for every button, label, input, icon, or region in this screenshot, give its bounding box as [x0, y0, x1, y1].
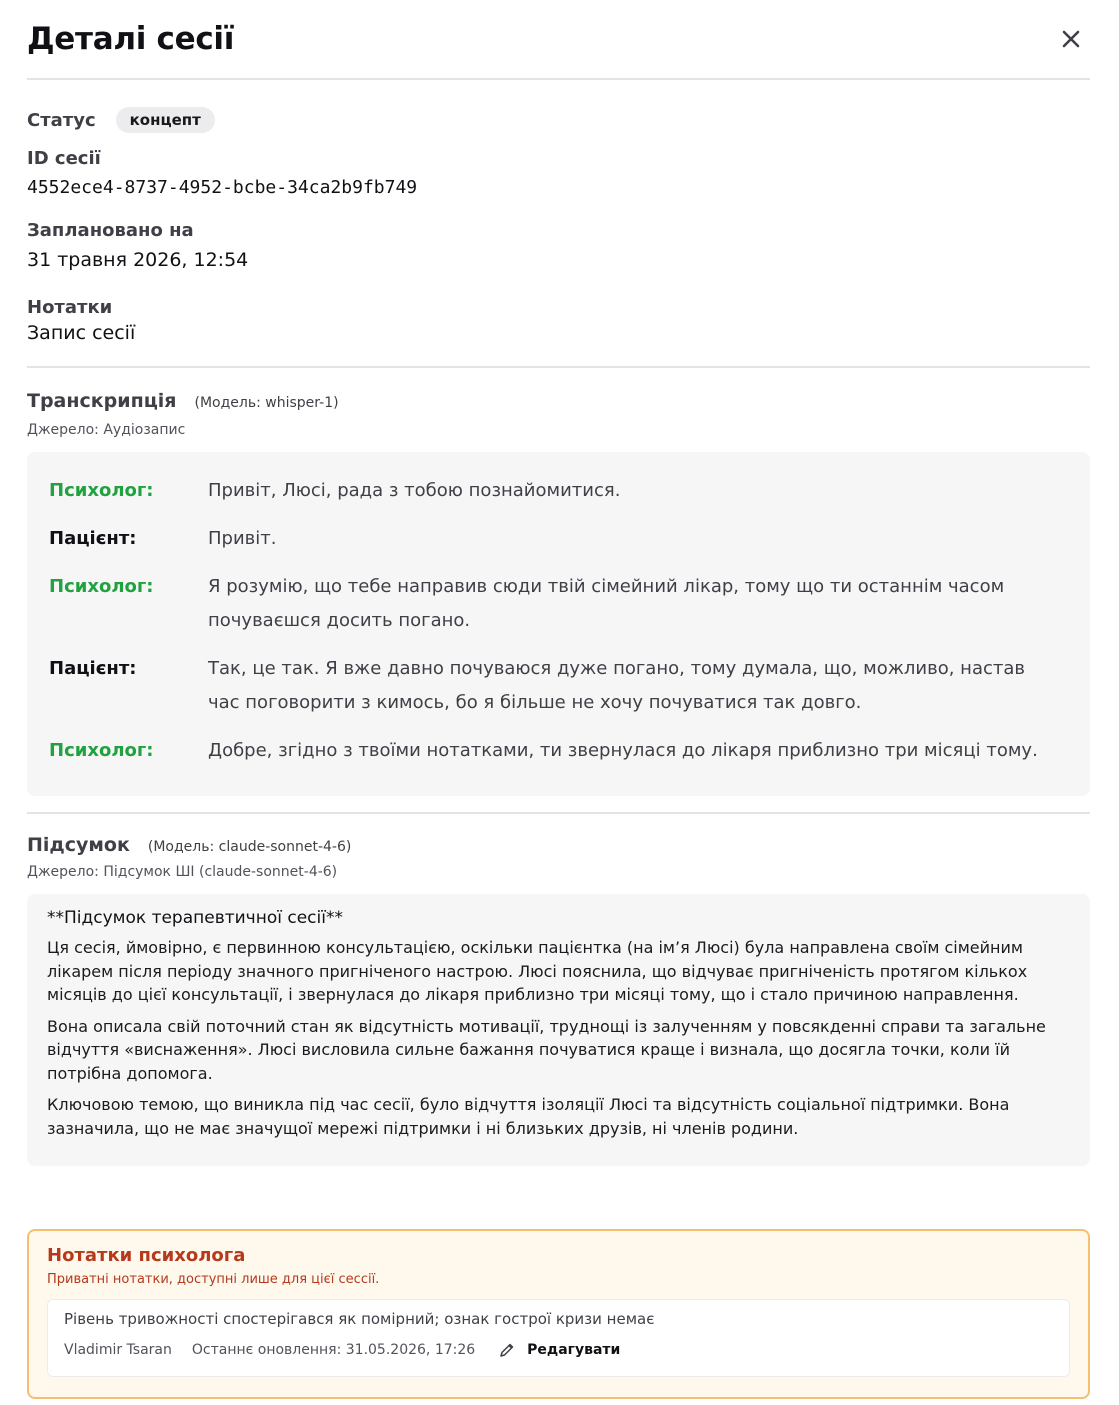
session-details	[27, 80, 1090, 344]
status-row	[27, 106, 1090, 134]
transcript-box	[27, 452, 1090, 796]
speaker-label: Психолог:	[49, 480, 154, 501]
note-updated: Останнє оновлення: 31.05.2026, 17:26	[191, 1342, 476, 1358]
session-id-label: ID сесії	[27, 148, 101, 169]
summary-model: (Модель: claude-sonnet-4-6)	[147, 839, 352, 855]
panel-header	[27, 0, 1090, 80]
divider	[27, 366, 1090, 368]
divider	[27, 812, 1090, 814]
transcript-line	[49, 570, 1068, 638]
edit-note-button[interactable]	[499, 1342, 620, 1358]
utterance-text: Привіт.	[208, 528, 277, 549]
session-id-field	[27, 148, 1090, 198]
note-entry	[47, 1299, 1070, 1377]
psychologist-notes-card	[27, 1229, 1090, 1399]
summary-source: Джерело: Підсумок ШІ (claude-sonnet-4-6)	[27, 864, 338, 880]
scheduled-value: 31 травня 2026, 12:54	[27, 249, 249, 271]
scheduled-field	[27, 220, 1090, 271]
utterance-text: Привіт, Люсі, рада з тобою познайомитися.	[208, 480, 621, 501]
utterance-text: Добре, згідно з твоїми нотатками, ти звернулася до лікаря приблизно три місяці тому.	[208, 740, 1038, 761]
pencil-icon	[499, 1342, 515, 1358]
transcript-line	[49, 734, 1068, 768]
transcript-section	[27, 390, 1090, 796]
transcript-source: Джерело: Аудіозапис	[27, 422, 186, 438]
status-badge: концепт	[116, 107, 215, 133]
speaker-label: Пацієнт:	[49, 658, 137, 679]
close-button[interactable]	[1055, 23, 1087, 55]
note-text: Рівень тривожності спостерігався як помірний; ознак гострої кризи немає	[64, 1310, 655, 1328]
summary-heading: **Підсумок терапевтичної сесії**	[47, 908, 343, 928]
utterance-text: Так, це так. Я вже давно почуваюся дуже погано, тому думала, що, можливо, настав час поговорити з кимось, бо я більше не хочу почуватися так довго.	[208, 658, 1026, 713]
speaker-label: Психолог:	[49, 740, 154, 761]
transcript-model: (Модель: whisper-1)	[194, 395, 339, 411]
edit-label: Редагувати	[527, 1342, 621, 1358]
notes-value: Запис сесії	[27, 322, 136, 344]
summary-paragraph: Ця сесія, ймовірно, є первинною консультацією, оскільки пацієнтка (на ім’я Люсі) була направлена своїм сімейним лікарем після періоду значного пригніченого настрою. Люсі пояснила, що відчуває пригніченість протягом кількох місяців до цієї консультації, і звернулася до лікаря приблизно три місяці тому, що і стало причиною направлення.	[47, 938, 1028, 1004]
note-author: Vladimir Tsaran	[64, 1342, 172, 1358]
scheduled-label: Заплановано на	[27, 220, 194, 241]
utterance-text: Я розумію, що тебе направив сюди твій сімейний лікар, тому що ти останнім часом почуваєшся досить погано.	[208, 576, 1005, 631]
notes-card-subtitle: Приватні нотатки, доступні лише для цієї сессії.	[47, 1272, 380, 1287]
summary-header	[27, 834, 1090, 856]
transcript-line	[49, 522, 1068, 556]
summary-section	[27, 834, 1090, 1166]
notes-label: Нотатки	[27, 297, 113, 318]
summary-box[interactable]	[27, 894, 1090, 1166]
note-meta	[64, 1342, 1053, 1358]
status-label: Статус	[27, 109, 96, 131]
speaker-label: Психолог:	[49, 576, 154, 597]
notes-card-title: Нотатки психолога	[47, 1245, 246, 1266]
close-icon	[1061, 29, 1081, 49]
transcript-line	[49, 474, 1068, 508]
transcript-title: Транскрипція	[27, 390, 177, 412]
session-id-value: 4552ece4-8737-4952-bcbe-34ca2b9fb749	[27, 177, 418, 198]
transcript-line	[49, 652, 1068, 720]
page-title: Деталі сесії	[27, 21, 235, 57]
summary-paragraph: Вона описала свій поточний стан як відсутність мотивації, труднощі із залученням у повсякденні справи та загальне відчуття «виснаження». Люсі висловила сильне бажання почуватися краще і визнала, що досягла точки, коли їй потрібна допомога.	[47, 1016, 1046, 1083]
summary-paragraph: Ключовою темою, що виникла під час сесії, було відчуття ізоляції Люсі та відсутність соціальної підтримки. Вона зазначила, що не має значущої мережі підтримки і ні близьких друзів, ні членів родини.	[47, 1095, 1010, 1138]
transcript-header	[27, 390, 1090, 412]
notes-field	[27, 297, 1090, 344]
summary-title: Підсумок	[27, 834, 130, 856]
speaker-label: Пацієнт:	[49, 528, 137, 549]
